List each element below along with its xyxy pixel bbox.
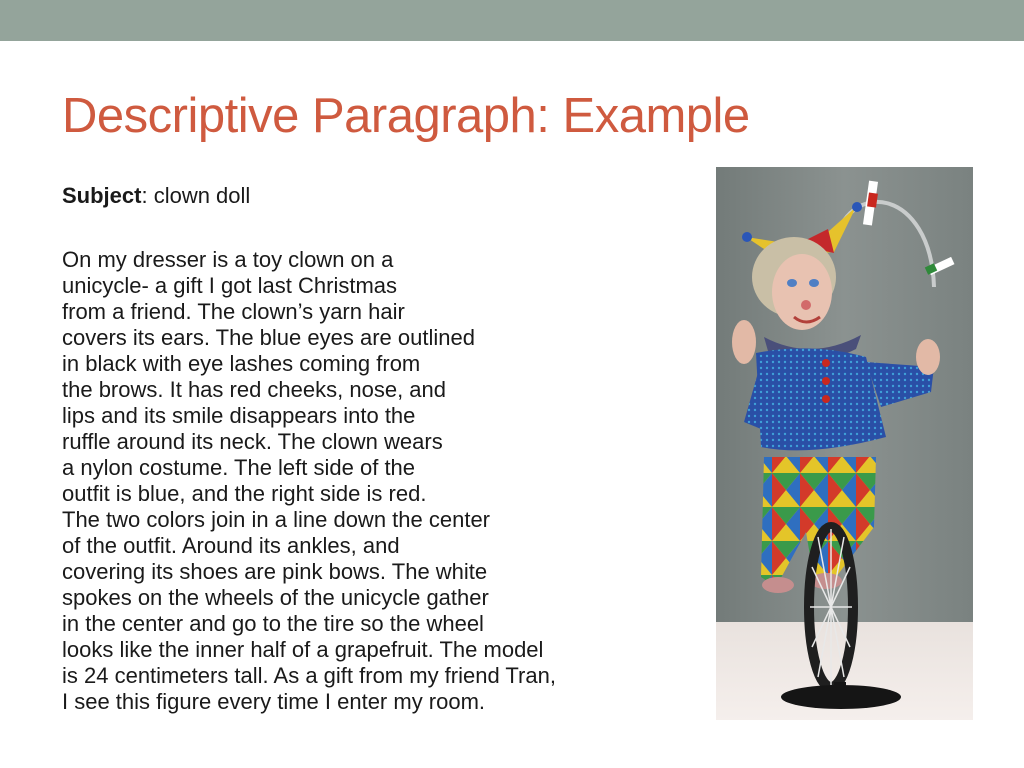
- paragraph-line: of the outfit. Around its ankles, and: [62, 533, 400, 558]
- paragraph-line: On my dresser is a toy clown on a: [62, 247, 394, 272]
- paragraph-line: ruffle around its neck. The clown wears: [62, 429, 443, 454]
- subject-separator: :: [141, 183, 154, 208]
- subject-label: Subject: [62, 183, 142, 208]
- paragraph-line: looks like the inner half of a grapefruit. The model: [62, 637, 544, 662]
- paragraph-line: I see this figure every time I enter my room.: [62, 689, 486, 714]
- paragraph-line: from a friend. The clown’s yarn hair: [62, 299, 405, 324]
- paragraph-line: spokes on the wheels of the unicycle gather: [62, 585, 489, 610]
- descriptive-paragraph: [62, 247, 556, 715]
- paragraph-line: a nylon costume. The left side of the: [62, 455, 416, 480]
- paragraph-line: The two colors join in a line down the center: [62, 507, 491, 532]
- paragraph-line: covering its shoes are pink bows. The white: [62, 559, 488, 584]
- paragraph-line: in the center and go to the tire so the wheel: [62, 611, 484, 636]
- paragraph-line: in black with eye lashes coming from: [62, 351, 421, 376]
- clown-doll-photo-icon: [716, 167, 973, 720]
- paragraph-line: lips and its smile disappears into the: [62, 403, 416, 428]
- paragraph-line: unicycle- a gift I got last Christmas: [62, 273, 398, 298]
- slide-title: Descriptive Paragraph: Example: [62, 89, 750, 143]
- paragraph-line: is 24 centimeters tall. As a gift from my friend Tran,: [62, 663, 556, 688]
- subject-value: clown doll: [153, 183, 251, 208]
- subject-line: [62, 182, 250, 210]
- paragraph-line: outfit is blue, and the right side is red.: [62, 481, 427, 506]
- paragraph-line: covers its ears. The blue eyes are outlined: [62, 325, 475, 350]
- top-accent-bar: [0, 0, 1024, 41]
- paragraph-line: the brows. It has red cheeks, nose, and: [62, 377, 447, 402]
